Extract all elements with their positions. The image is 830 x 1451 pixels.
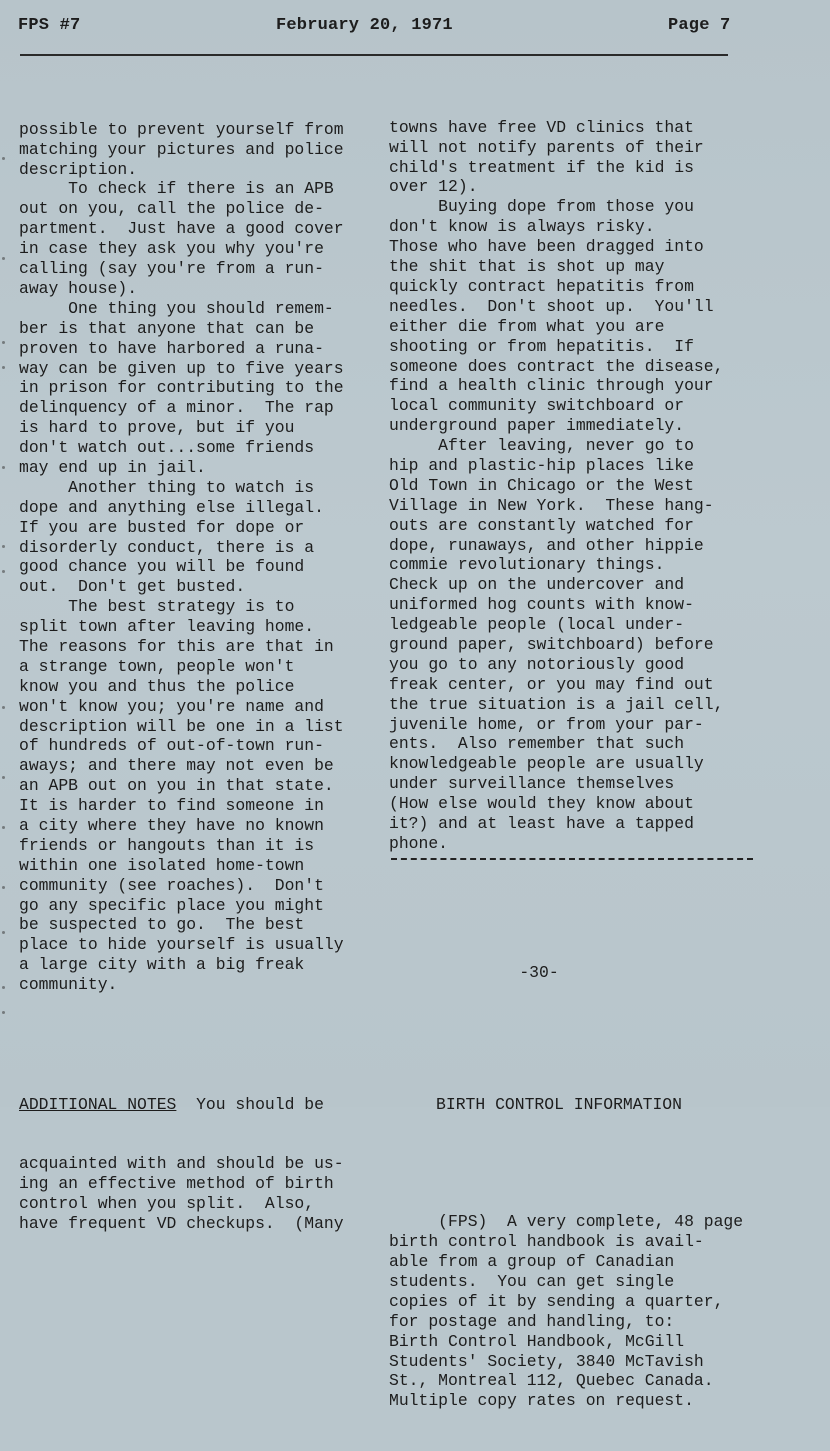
left-column-line: To check if there is an APB bbox=[19, 179, 334, 199]
left-column-line: an APB out on you in that state. bbox=[19, 776, 334, 796]
left-column-line: partment. Just have a good cover bbox=[19, 219, 344, 239]
right-column-line: Village in New York. These hang- bbox=[389, 495, 714, 515]
margin-mark bbox=[2, 545, 5, 548]
header-issue: FPS #7 bbox=[18, 16, 81, 35]
birth-control-line: birth control handbook is avail- bbox=[389, 1232, 704, 1252]
right-column-line: (How else would they know about bbox=[389, 794, 694, 814]
right-column-line: freak center, or you may find out bbox=[389, 674, 714, 694]
margin-mark bbox=[2, 1011, 5, 1014]
left-column-line: If you are busted for dope or bbox=[19, 517, 305, 537]
right-column-line: hip and plastic-hip places like bbox=[389, 455, 694, 475]
left-column-line: description. bbox=[19, 159, 138, 179]
right-column-line: don't know is always risky. bbox=[389, 217, 655, 237]
birth-control-title: BIRTH CONTROL INFORMATION bbox=[436, 1094, 682, 1114]
left-column-line: in prison for contributing to the bbox=[19, 378, 344, 398]
right-column-line: phone. bbox=[389, 833, 449, 853]
margin-mark bbox=[2, 886, 5, 889]
section-gap bbox=[389, 1155, 749, 1173]
left-column-line: friends or hangouts than it is bbox=[19, 835, 315, 855]
right-column-line: underground paper immediately. bbox=[389, 416, 685, 436]
header-page-number: Page 7 bbox=[668, 16, 731, 35]
right-column-line: quickly contract hepatitis from bbox=[389, 276, 694, 296]
left-column-line: out on you, call the police de- bbox=[19, 199, 324, 219]
left-column-line: way can be given up to five years bbox=[19, 358, 344, 378]
right-column-line: shooting or from hepatitis. If bbox=[389, 336, 694, 356]
left-column-line: in case they ask you why you're bbox=[19, 239, 324, 259]
right-column-line: outs are constantly watched for bbox=[389, 515, 694, 535]
right-column-line: After leaving, never go to bbox=[389, 436, 694, 456]
right-column-line: needles. Don't shoot up. You'll bbox=[389, 296, 714, 316]
left-column-line: aways; and there may not even be bbox=[19, 756, 334, 776]
right-column-line: Check up on the undercover and bbox=[389, 575, 685, 595]
header-date: February 20, 1971 bbox=[276, 16, 453, 35]
left-column-line: a large city with a big freak bbox=[19, 955, 305, 975]
margin-mark bbox=[2, 826, 5, 829]
right-column-line: someone does contract the disease, bbox=[389, 356, 724, 376]
header-rule bbox=[20, 54, 728, 56]
left-column-line: One thing you should remem- bbox=[19, 298, 334, 318]
left-column bbox=[19, 80, 371, 1274]
left-column-line: delinquency of a minor. The rap bbox=[19, 398, 334, 418]
additional-notes-first-line bbox=[19, 1095, 371, 1115]
birth-control-line: Multiple copy rates on request. bbox=[389, 1391, 694, 1411]
left-column-line: don't watch out...some friends bbox=[19, 438, 315, 458]
left-column-line: split town after leaving home. bbox=[19, 617, 315, 637]
left-column-line: know you and thus the police bbox=[19, 676, 295, 696]
right-column-line: the true situation is a jail cell, bbox=[389, 694, 724, 714]
right-column-line: Buying dope from those you bbox=[389, 197, 694, 217]
left-column-line: community. bbox=[19, 975, 118, 995]
right-column-line: you go to any notoriously good bbox=[389, 654, 685, 674]
right-column bbox=[389, 78, 749, 1451]
left-column-body bbox=[19, 120, 371, 995]
margin-mark bbox=[2, 776, 5, 779]
left-column-line: disorderly conduct, there is a bbox=[19, 537, 315, 557]
right-column-line: Old Town in Chicago or the West bbox=[389, 475, 694, 495]
birth-control-line: able from a group of Canadian bbox=[389, 1252, 675, 1272]
right-column-line: uniformed hog counts with know- bbox=[389, 595, 694, 615]
left-column-line: of hundreds of out-of-town run- bbox=[19, 736, 324, 756]
right-column-line: towns have free VD clinics that bbox=[389, 117, 694, 137]
birth-control-line: copies of it by sending a quarter, bbox=[389, 1291, 724, 1311]
left-column-line: The best strategy is to bbox=[19, 597, 295, 617]
right-column-line: dope, runaways, and other hippie bbox=[389, 535, 704, 555]
left-column-line: description will be one in a list bbox=[19, 716, 344, 736]
right-column-line: ledgeable people (local under- bbox=[389, 615, 685, 635]
right-column-line: either die from what you are bbox=[389, 316, 665, 336]
right-column-line: ents. Also remember that such bbox=[389, 734, 685, 754]
birth-control-line: St., Montreal 112, Quebec Canada. bbox=[389, 1371, 714, 1391]
section-divider bbox=[391, 858, 753, 860]
margin-mark bbox=[2, 366, 5, 369]
right-column-line: child's treatment if the kid is bbox=[389, 157, 694, 177]
right-column-line: under surveillance themselves bbox=[389, 774, 675, 794]
birth-control-line: Birth Control Handbook, McGill bbox=[389, 1331, 685, 1351]
right-column-line: the shit that is shot up may bbox=[389, 257, 665, 277]
right-column-line: juvenile home, or from your par- bbox=[389, 714, 704, 734]
additional-notes-line: ing an effective method of birth bbox=[19, 1174, 334, 1194]
left-column-line: may end up in jail. bbox=[19, 457, 206, 477]
birth-control-body bbox=[389, 1212, 749, 1411]
right-column-line: over 12). bbox=[389, 177, 478, 197]
left-column-line: place to hide yourself is usually bbox=[19, 935, 344, 955]
additional-notes-line: acquainted with and should be us- bbox=[19, 1154, 344, 1174]
left-column-line: matching your pictures and police bbox=[19, 139, 344, 159]
birth-control-line: Students' Society, 3840 McTavish bbox=[389, 1351, 704, 1371]
section-gap bbox=[389, 1023, 749, 1045]
right-column-line: it?) and at least have a tapped bbox=[389, 813, 694, 833]
left-column-line: The reasons for this are that in bbox=[19, 636, 334, 656]
margin-mark bbox=[2, 570, 5, 573]
right-column-line: will not notify parents of their bbox=[389, 137, 704, 157]
left-column-line: go any specific place you might bbox=[19, 895, 324, 915]
birth-control-line: students. You can get single bbox=[389, 1271, 675, 1291]
margin-mark bbox=[2, 706, 5, 709]
right-column-line: commie revolutionary things. bbox=[389, 555, 665, 575]
birth-control-line: for postage and handling, to: bbox=[389, 1311, 675, 1331]
right-column-line: knowledgeable people are usually bbox=[389, 754, 704, 774]
left-column-line: dope and anything else illegal. bbox=[19, 497, 324, 517]
left-column-line: be suspected to go. The best bbox=[19, 915, 305, 935]
left-column-line: Another thing to watch is bbox=[19, 477, 315, 497]
additional-notes-body bbox=[19, 1154, 371, 1234]
left-column-line: community (see roaches). Don't bbox=[19, 875, 324, 895]
additional-notes-heading: ADDITIONAL NOTES bbox=[19, 1094, 177, 1114]
left-column-line: good chance you will be found bbox=[19, 557, 305, 577]
margin-mark bbox=[2, 157, 5, 160]
right-column-line: find a health clinic through your bbox=[389, 376, 714, 396]
left-column-line: It is harder to find someone in bbox=[19, 796, 324, 816]
right-column-body bbox=[389, 118, 749, 854]
left-column-line: a city where they have no known bbox=[19, 815, 324, 835]
right-column-line: local community switchboard or bbox=[389, 396, 685, 416]
left-column-line: away house). bbox=[19, 278, 138, 298]
left-column-line: out. Don't get busted. bbox=[19, 577, 246, 597]
additional-notes-line: control when you split. Also, bbox=[19, 1194, 315, 1213]
margin-mark bbox=[2, 986, 5, 989]
right-column-line: ground paper, switchboard) before bbox=[389, 634, 714, 654]
right-column-line: Those who have been dragged into bbox=[389, 237, 704, 257]
margin-mark bbox=[2, 257, 5, 260]
paragraph-gap bbox=[19, 1035, 371, 1055]
paragraph-gap bbox=[389, 894, 749, 914]
end-mark: -30- bbox=[519, 963, 559, 983]
additional-notes-first-line-text: You should be bbox=[176, 1094, 324, 1114]
margin-mark bbox=[2, 931, 5, 934]
left-column-line: a strange town, people won't bbox=[19, 656, 295, 676]
left-column-line: proven to have harbored a runa- bbox=[19, 338, 324, 358]
left-column-line: calling (say you're from a run- bbox=[19, 259, 324, 279]
left-column-line: won't know you; you're name and bbox=[19, 696, 324, 716]
birth-control-line: (FPS) A very complete, 48 page bbox=[389, 1212, 744, 1232]
additional-notes-line: have frequent VD checkups. (Many bbox=[19, 1213, 344, 1233]
left-column-line: within one isolated home-town bbox=[19, 855, 305, 875]
left-column-line: possible to prevent yourself from bbox=[19, 119, 344, 139]
left-column-line: is hard to prove, but if you bbox=[19, 418, 295, 438]
margin-mark bbox=[2, 341, 5, 344]
margin-mark bbox=[2, 466, 5, 469]
left-column-line: ber is that anyone that can be bbox=[19, 318, 315, 338]
